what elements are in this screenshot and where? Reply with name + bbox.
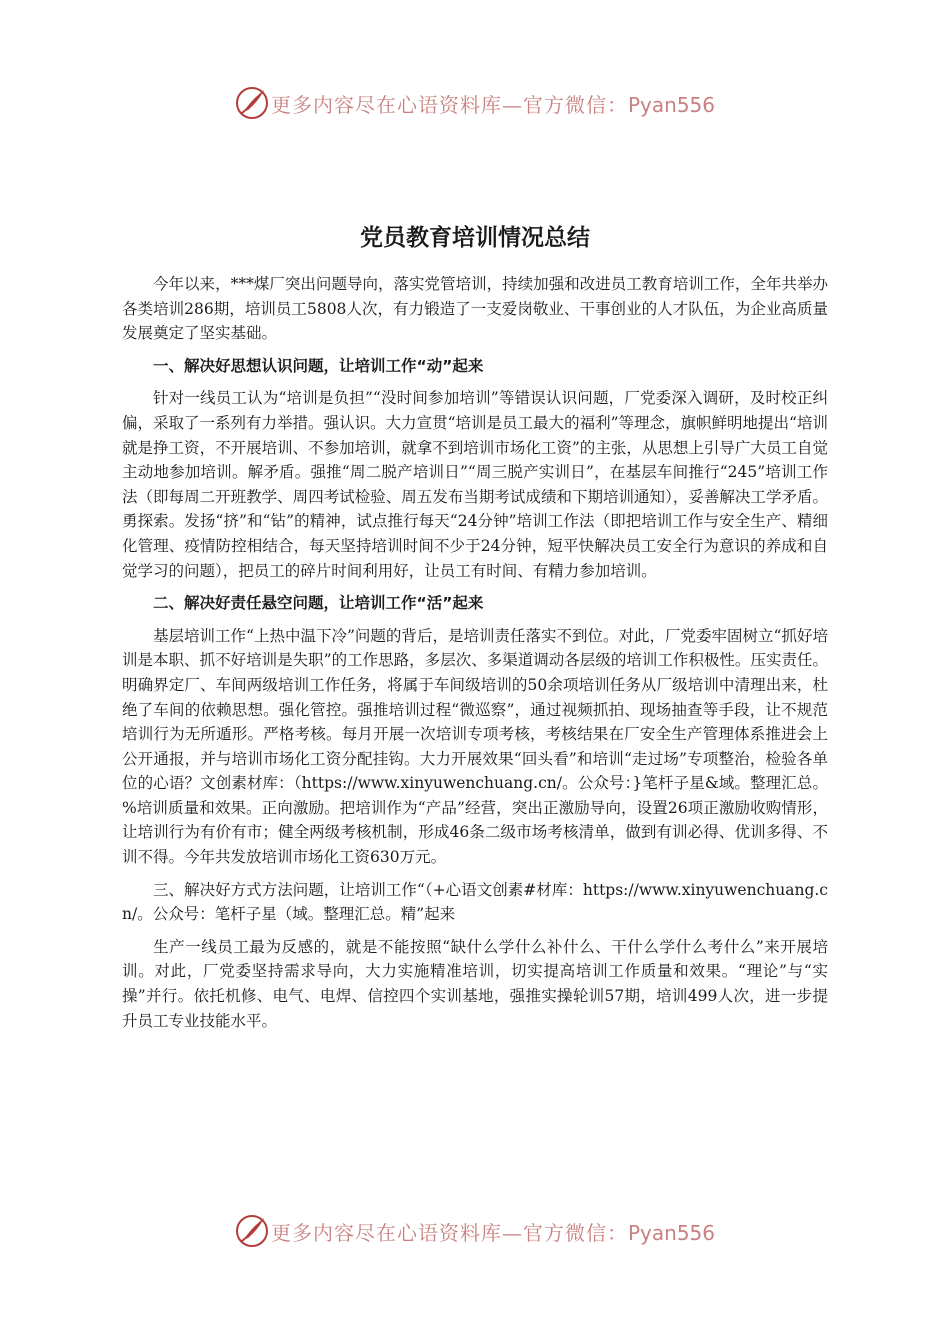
quill-logo-icon xyxy=(235,1214,269,1248)
watermark-wechat-id: Pyan556 xyxy=(627,1220,715,1245)
watermark-text: 更多内容尽在心语资料库—官方微信： xyxy=(270,92,628,117)
document-title: 党员教育培训情况总结 xyxy=(360,225,590,251)
section3-heading: 三、解决好方式方法问题，让培训工作“（+心语文创素#材库：https://www.xinyuwenchuang.cn/。公众号：笔杆子星（域。整理汇总。精”起来 xyxy=(122,880,828,924)
footer-watermark xyxy=(0,1211,950,1251)
document-body xyxy=(122,218,828,1041)
section2-paragraph: 基层培训工作“上热中温下冷”问题的背后，是培训责任落实不到位。对此，厂党委牢固树立“抓好培训是本职、抓不好培训是失职”的工作思路，多层次、多渠道调动各层级的培训工作积极性。压实责任。明确界定厂、车间两级培训工作任务，将属于车间级培训的50余项培训任务从厂级培训中清理出来，杜绝了车间的依赖思想。强化管控。强推培训过程“微巡察”，通过视频抓拍、现场抽查等手段，让不规范培训行为无所遁形。严格考核。每月开展一次培训专项考核，考核结果在厂安全生产管理体系推进会上公开通报，并与培训市场化工资分配挂钩。大力开展效果“回头看”和培训“走过场”专项整治，检验各单位的心语？文创素材库：（https://www.xinyuwenchuang.cn/。公众号：}笔杆子星&域。整理汇总。%培训质量和效果。正向激励。把培训作为“产品”经营，突出正激励导向，设置26项正激励收购情形，让培训行为有价有市；健全两级考核机制，形成46条二级市场考核清单，做到有训必得、优训多得、不训不得。今年共发放培训市场化工资630万元。 xyxy=(122,626,828,867)
section2-heading: 二、解决好责任悬空问题，让培训工作“活”起来 xyxy=(153,594,484,613)
section1-heading: 一、解决好思想认识问题，让培训工作“动”起来 xyxy=(153,356,484,375)
intro-paragraph: 今年以来，***煤厂突出问题导向，落实党管培训，持续加强和改进员工教育培训工作，全年共举办各类培训286期，培训员工5808人次，有力锻造了一支爱岗敬业、干事创业的人才队伍，为企业高质量发展奠定了坚实基础。 xyxy=(122,275,828,343)
watermark-text: 更多内容尽在心语资料库—官方微信： xyxy=(270,1220,628,1245)
section3-paragraph: 生产一线员工最为反感的，就是不能按照“缺什么学什么补什么、干什么学什么考什么”来开展培训。对此，厂党委坚持需求导向，大力实施精准培训，切实提高培训工作质量和效果。“理论”与“实操”并行。依托机修、电气、电焊、信控四个实训基地，强推实操轮训57期，培训499人次，进一步提升员工专业技能水平。 xyxy=(122,937,828,1030)
header-watermark xyxy=(0,83,950,123)
section1-paragraph: 针对一线员工认为“培训是负担”“没时间参加培训”等错误认识问题，厂党委深入调研，及时校正纠偏，采取了一系列有力举措。强认识。大力宣贯“培训是员工最大的福利”等理念，旗帜鲜明地提出“培训就是挣工资，不开展培训、不参加培训，就拿不到培训市场化工资”的主张，从思想上引导广大员工自觉主动地参加培训。解矛盾。强推“周二脱产培训日”“周三脱产实训日”，在基层车间推行“245”培训工作法（即每周二开班教学、周四考试检验、周五发布当期考试成绩和下期培训通知），妥善解决工学矛盾。勇探索。发扬“挤”和“钻”的精神，试点推行每天“24分钟”培训工作法（即把培训工作与安全生产、精细化管理、疫情防控相结合，每天坚持培训时间不少于24分钟，短平快解决员工安全行为意识的养成和自觉学习的问题），把员工的碎片时间利用好，让员工有时间、有精力参加培训。 xyxy=(122,389,828,580)
watermark-wechat-id: Pyan556 xyxy=(627,92,715,117)
quill-logo-icon xyxy=(235,86,269,120)
